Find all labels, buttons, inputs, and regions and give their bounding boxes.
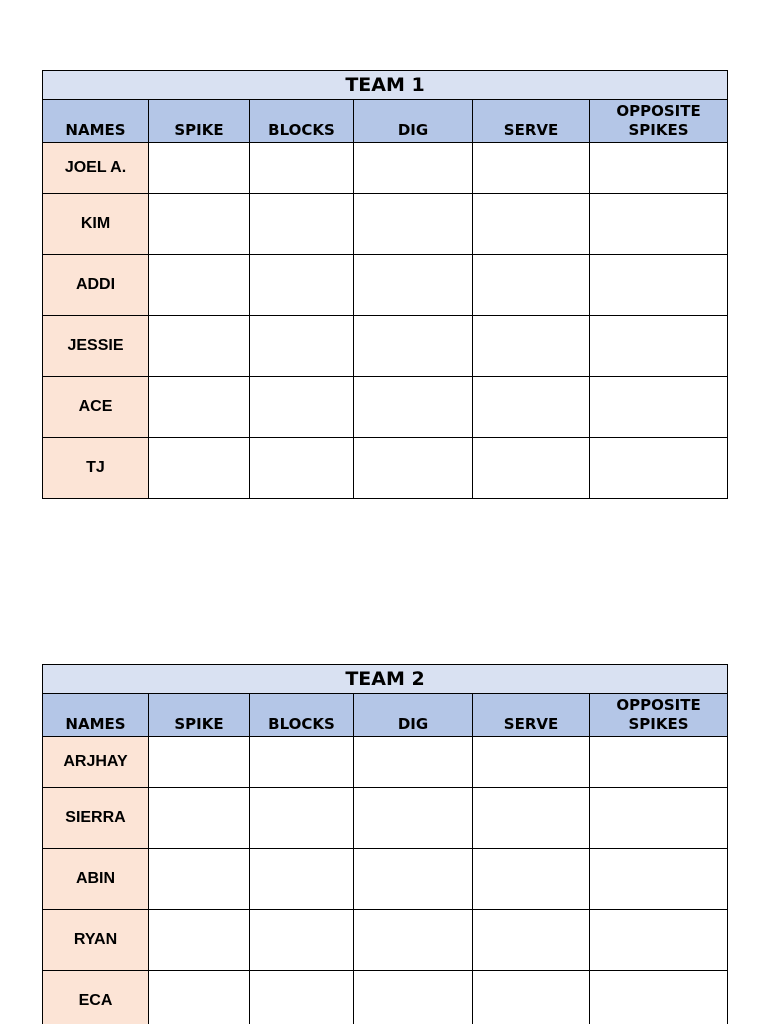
column-header-opposite-spikes: OPPOSITE SPIKES xyxy=(590,100,728,143)
serve-cell[interactable] xyxy=(473,971,590,1024)
opposite-spikes-cell[interactable] xyxy=(590,194,728,255)
dig-cell[interactable] xyxy=(354,255,473,316)
blocks-cell[interactable] xyxy=(250,910,354,971)
serve-cell[interactable] xyxy=(473,788,590,849)
player-name: ECA xyxy=(43,971,149,1024)
column-header-serve: SERVE xyxy=(473,100,590,143)
spike-cell[interactable] xyxy=(149,143,250,194)
opposite-spikes-cell[interactable] xyxy=(590,971,728,1024)
column-header-names: NAMES xyxy=(43,694,149,737)
player-name: KIM xyxy=(43,194,149,255)
spike-cell[interactable] xyxy=(149,255,250,316)
spike-cell[interactable] xyxy=(149,737,250,788)
opposite-spikes-cell[interactable] xyxy=(590,788,728,849)
opposite-spikes-cell[interactable] xyxy=(590,316,728,377)
spike-cell[interactable] xyxy=(149,377,250,438)
column-header-blocks: BLOCKS xyxy=(250,100,354,143)
blocks-cell[interactable] xyxy=(250,255,354,316)
column-header-spike: SPIKE xyxy=(149,100,250,143)
serve-cell[interactable] xyxy=(473,143,590,194)
column-header-blocks: BLOCKS xyxy=(250,694,354,737)
opposite-spikes-cell[interactable] xyxy=(590,737,728,788)
spike-cell[interactable] xyxy=(149,971,250,1024)
blocks-cell[interactable] xyxy=(250,377,354,438)
table-row xyxy=(43,255,728,316)
opposite-spikes-cell[interactable] xyxy=(590,377,728,438)
column-header-opposite-spikes: OPPOSITE SPIKES xyxy=(590,694,728,737)
column-header-names: NAMES xyxy=(43,100,149,143)
blocks-cell[interactable] xyxy=(250,316,354,377)
team-2-table xyxy=(42,664,728,1024)
team-title: TEAM 1 xyxy=(43,71,728,100)
team-1-table xyxy=(42,70,728,499)
table-row xyxy=(43,971,728,1024)
opposite-spikes-cell[interactable] xyxy=(590,849,728,910)
dig-cell[interactable] xyxy=(354,971,473,1024)
table-row xyxy=(43,438,728,499)
team-title: TEAM 2 xyxy=(43,665,728,694)
spike-cell[interactable] xyxy=(149,910,250,971)
spike-cell[interactable] xyxy=(149,194,250,255)
opposite-spikes-cell[interactable] xyxy=(590,438,728,499)
dig-cell[interactable] xyxy=(354,194,473,255)
column-header-spike: SPIKE xyxy=(149,694,250,737)
dig-cell[interactable] xyxy=(354,143,473,194)
player-name: JESSIE xyxy=(43,316,149,377)
table-row xyxy=(43,194,728,255)
table-row xyxy=(43,143,728,194)
player-name: ADDI xyxy=(43,255,149,316)
player-name: TJ xyxy=(43,438,149,499)
serve-cell[interactable] xyxy=(473,438,590,499)
table-row xyxy=(43,737,728,788)
blocks-cell[interactable] xyxy=(250,438,354,499)
dig-cell[interactable] xyxy=(354,377,473,438)
table-row xyxy=(43,316,728,377)
player-name: ARJHAY xyxy=(43,737,149,788)
serve-cell[interactable] xyxy=(473,377,590,438)
serve-cell[interactable] xyxy=(473,910,590,971)
column-header-dig: DIG xyxy=(354,694,473,737)
column-header-dig: DIG xyxy=(354,100,473,143)
spike-cell[interactable] xyxy=(149,438,250,499)
dig-cell[interactable] xyxy=(354,737,473,788)
dig-cell[interactable] xyxy=(354,788,473,849)
table-row xyxy=(43,788,728,849)
opposite-spikes-cell[interactable] xyxy=(590,255,728,316)
dig-cell[interactable] xyxy=(354,849,473,910)
table-row xyxy=(43,377,728,438)
opposite-spikes-cell[interactable] xyxy=(590,143,728,194)
blocks-cell[interactable] xyxy=(250,971,354,1024)
blocks-cell[interactable] xyxy=(250,143,354,194)
opposite-spikes-cell[interactable] xyxy=(590,910,728,971)
column-header-serve: SERVE xyxy=(473,694,590,737)
blocks-cell[interactable] xyxy=(250,737,354,788)
serve-cell[interactable] xyxy=(473,255,590,316)
table-row xyxy=(43,910,728,971)
spike-cell[interactable] xyxy=(149,316,250,377)
player-name: ACE xyxy=(43,377,149,438)
dig-cell[interactable] xyxy=(354,438,473,499)
player-name: RYAN xyxy=(43,910,149,971)
serve-cell[interactable] xyxy=(473,194,590,255)
blocks-cell[interactable] xyxy=(250,194,354,255)
serve-cell[interactable] xyxy=(473,316,590,377)
dig-cell[interactable] xyxy=(354,316,473,377)
spike-cell[interactable] xyxy=(149,849,250,910)
dig-cell[interactable] xyxy=(354,910,473,971)
player-name: SIERRA xyxy=(43,788,149,849)
blocks-cell[interactable] xyxy=(250,788,354,849)
player-name: ABIN xyxy=(43,849,149,910)
serve-cell[interactable] xyxy=(473,737,590,788)
spike-cell[interactable] xyxy=(149,788,250,849)
serve-cell[interactable] xyxy=(473,849,590,910)
table-row xyxy=(43,849,728,910)
player-name: JOEL A. xyxy=(43,143,149,194)
blocks-cell[interactable] xyxy=(250,849,354,910)
